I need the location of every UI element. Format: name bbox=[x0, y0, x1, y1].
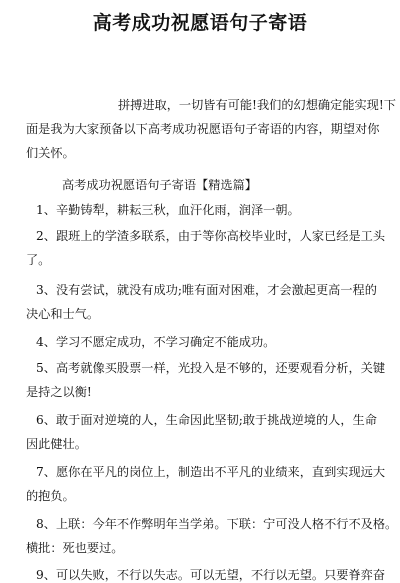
list-item-4: 4、学习不愿定成功，不学习确定不能成功。 bbox=[36, 335, 276, 349]
section-heading: 高考成功祝愿语句子寄语【精选篇】 bbox=[62, 178, 257, 192]
list-item-6: 6、敢于面对逆境的人，生命因此坚韧;敢于挑战逆境的人，生命 bbox=[36, 413, 377, 427]
list-item-7: 7、愿你在平凡的岗位上，制造出不平凡的业绩来，直到实现远大 bbox=[36, 465, 386, 479]
list-item-6-cont: 因此健壮。 bbox=[26, 437, 87, 451]
list-item-8: 8、上联：今年不作弊明年当学弟。下联：宁可没人格不行不及格。 bbox=[36, 517, 398, 531]
list-item-2: 2、跟班上的学渣多联系，由于等你高校毕业时，人家已经是工头 bbox=[36, 229, 386, 243]
list-item-9: 9、可以失败，不行以失志。可以无望，不行以无望。只要脊弈奋 bbox=[36, 568, 386, 582]
list-item-5-cont: 是持之以衡! bbox=[26, 385, 92, 399]
list-item-1: 1、辛勤铸犁，耕耘三秋，血汗化雨，润泽一朝。 bbox=[36, 203, 300, 217]
document-title: 高考成功祝愿语句子寄语 bbox=[92, 12, 308, 34]
intro-line-3: 们关怀。 bbox=[26, 146, 75, 160]
list-item-8-cont: 横批：死也要过。 bbox=[26, 541, 124, 555]
intro-line-1: 拼搏进取，一切皆有可能!我们的幻想确定能实现!下 bbox=[118, 98, 396, 112]
list-item-5: 5、高考就像买股票一样，光投入是不够的，还要观看分析，关键 bbox=[36, 361, 386, 375]
intro-line-2: 面是我为大家预备以下高考成功祝愿语句子寄语的内容，期望对你 bbox=[26, 122, 380, 136]
list-item-2-cont: 了。 bbox=[26, 253, 51, 267]
list-item-7-cont: 的抱负。 bbox=[26, 489, 75, 503]
list-item-3: 3、没有尝试，就没有成功;唯有面对困难，才会激起更高一程的 bbox=[36, 283, 377, 297]
list-item-3-cont: 决心和士气。 bbox=[26, 307, 100, 321]
